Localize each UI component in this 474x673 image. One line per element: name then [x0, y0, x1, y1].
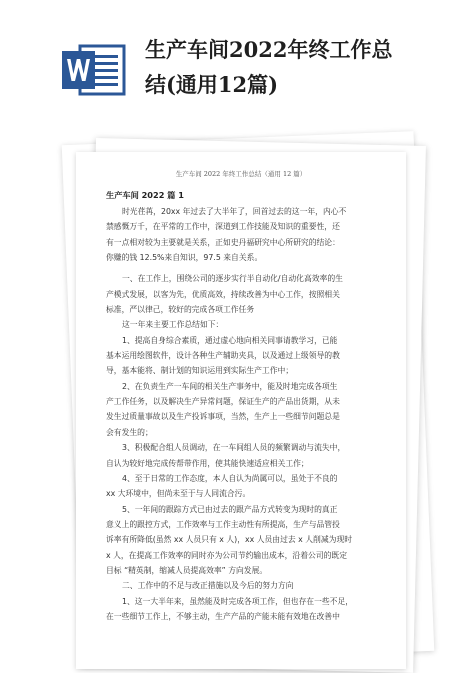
document-line: 这一年来主要工作总结如下：	[122, 320, 224, 330]
document-line: 1、这一大半年来，虽然能及时完成各项工作，但也存在一些不足，	[122, 596, 354, 606]
document-line: 4、至于日常的工作态度，本人自认为尚属可以，虽处于不良的	[122, 473, 338, 483]
document-title	[145, 32, 445, 102]
document-line: 目标 “精英制，缩减人员提高效率” 方向发展。	[106, 565, 268, 575]
document-line: xx 大环境中，但尚未至于与人同流合污。	[106, 489, 251, 499]
document-line: 1、提高自身综合素质，通过虚心地向相关同事请教学习，已能	[122, 335, 338, 345]
document-line: 意义上的跟控方式，工作效率与工作主动性有所提高，生产与品管投	[106, 519, 340, 529]
document-line: 产模式发展，以客为先，优质高效，持续改善为中心工作，按照相关	[106, 289, 340, 299]
document-line: 5、一年间的跟踪方式已由过去的跟产品方式转变为现时的真正	[122, 504, 338, 514]
running-head: 生产车间 2022 年终工作总结（通用 12 篇）	[175, 170, 307, 178]
document-line: 二、工作中的不足与改正措施以及今后的努力方向	[122, 581, 294, 591]
document-line: x 人，在提高工作效率的同时亦为公司节约输出成本，沿着公司的既定	[106, 550, 347, 560]
document-lines	[106, 204, 376, 624]
document-line: 自认为较好地完成传帮带作用，使其能快速适应相关工作；	[106, 458, 309, 468]
document-line: 一、在工作上，围绕公司的逐步实行半自动化/自动化高效率的生	[122, 274, 343, 284]
document-line: 2、在负责生产一车间的相关生产事务中，能及时地完成各项生	[122, 381, 338, 391]
document-page	[76, 152, 406, 669]
document-line: 标准，严以律己，较好的完成各项工作任务	[106, 305, 255, 315]
document-line: 时光荏苒，20xx 年过去了大半年了，回首过去的这一年，内心不	[122, 207, 347, 216]
document-line: 基本运用绘图软件，设计各种生产辅助夹具，以及通过上级领导的教	[106, 351, 340, 361]
document-line: 在一些细节工作上，不够主动，生产产品的产能未能有效地在改善中	[106, 611, 340, 621]
document-line: 你赚的钱 12.5%来自知识，97.5 来自关系。	[106, 253, 263, 263]
document-line: 禁感慨万千，在平常的工作中，深道到工作技能及知识的重要性，还	[106, 222, 340, 232]
document-line: 产工作任务，以及解决生产异常问题，保证生产的产品出货期，从未	[106, 397, 340, 407]
document-body	[106, 164, 376, 624]
document-line: 3、积极配合组人员调动，在一车间组人员的频繁调动与流失中，	[122, 443, 346, 453]
page-header	[0, 0, 474, 118]
document-line: 导，基本能将、制计划的知识运用到实际生产工作中；	[106, 366, 294, 376]
document-line: 会有发生的；	[106, 427, 153, 437]
section-heading: 生产车间 2022 篇 1	[106, 190, 184, 200]
document-line: 有一点相对较为主要就是关系，正如史丹福研究中心所研究的结论：	[106, 237, 340, 247]
title-line-2: 结(通用12篇)	[145, 72, 279, 97]
document-line: 发生过质量事故以及生产投诉事项，当然，生产上一些细节问题总是	[106, 412, 340, 422]
title-line-1: 生产车间2022年终工作总	[145, 37, 393, 62]
word-document-icon	[60, 42, 128, 98]
document-line: 诉率有所降低(虽然 xx 人员只有 x 人)，xx 人员由过去 x 人削减为现时	[106, 535, 353, 545]
